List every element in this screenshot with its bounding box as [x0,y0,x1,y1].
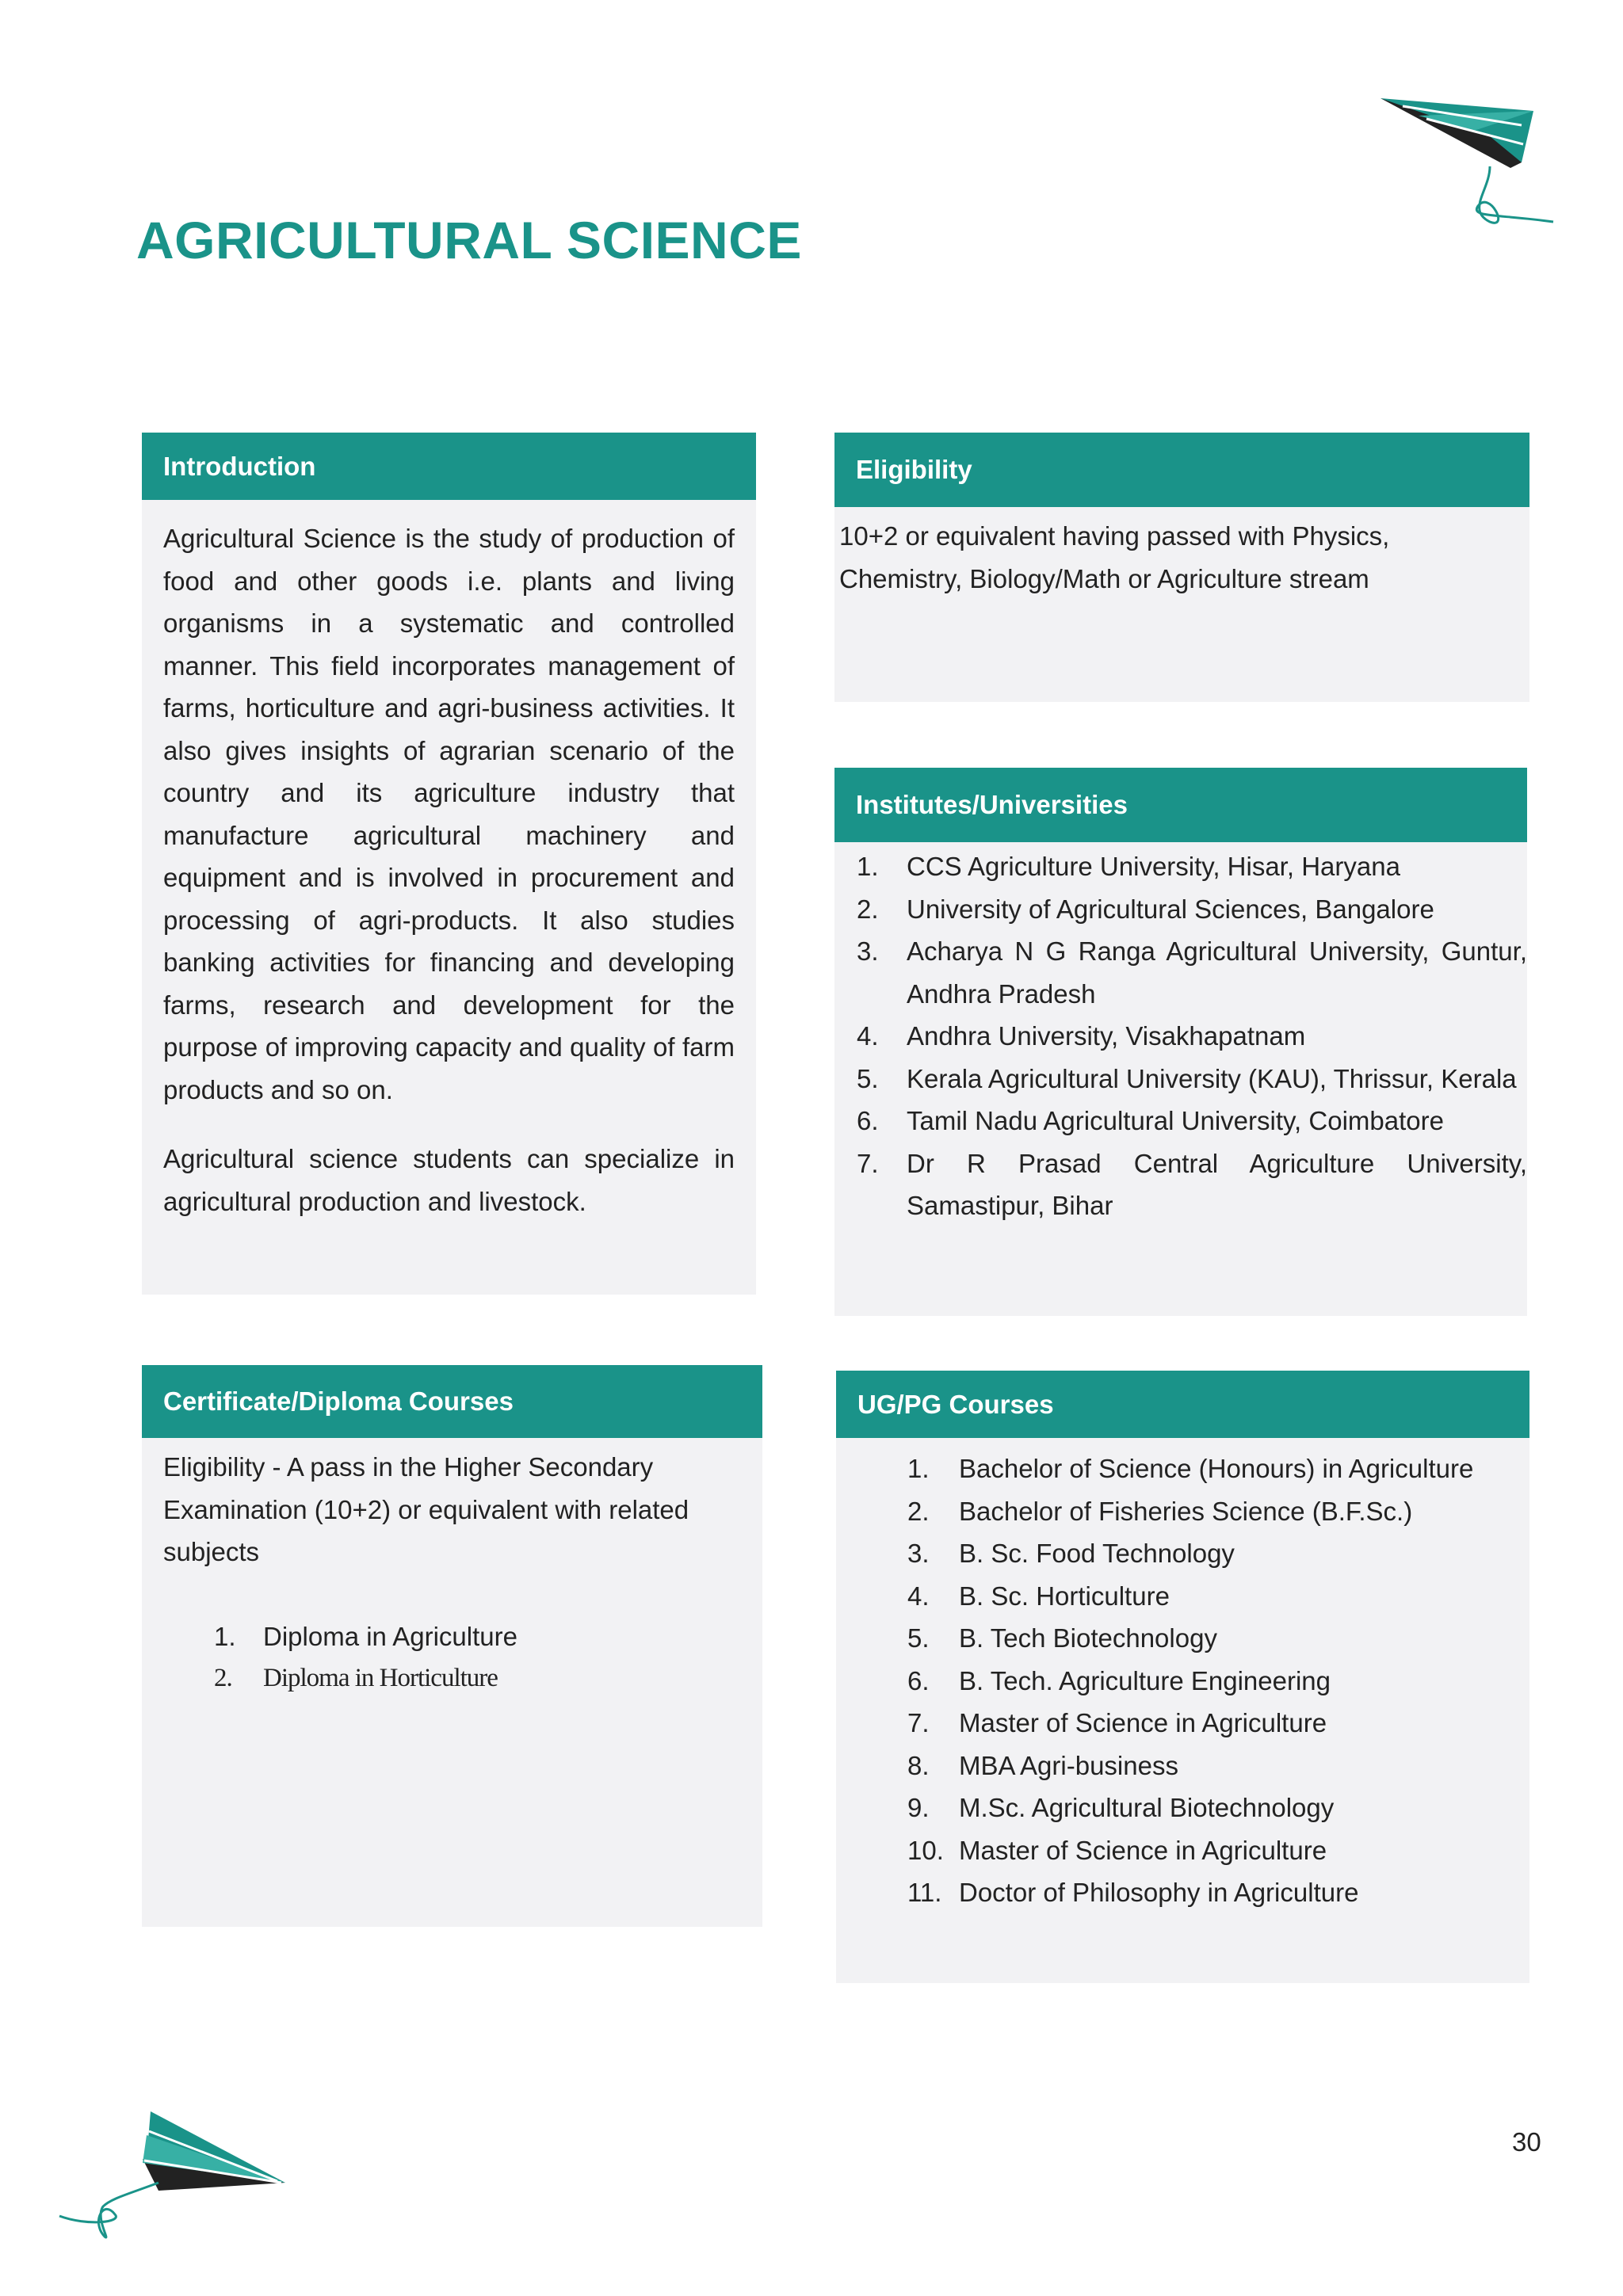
list-text: Master of Science in Agriculture [959,1835,1327,1865]
list-number: 2. [907,1496,930,1526]
list-item [214,1657,739,1700]
certificate-box [142,1365,762,1927]
list-item [907,1575,1529,1618]
list-number: 4. [907,1581,930,1611]
list-item [907,1702,1529,1745]
ugpg-body [836,1438,1529,1914]
certificate-eligibility-text: Eligibility - A pass in the Higher Secondary Examination (10+2) or equivalent with related subjects [163,1452,689,1566]
list-item [907,1532,1529,1575]
list-number: 5. [907,1623,930,1653]
institutes-header: Institutes/Universities [834,768,1527,842]
list-item [907,1660,1529,1703]
list-item [907,1787,1529,1829]
list-text: M.Sc. Agricultural Biotechnology [959,1793,1335,1822]
list-text: MBA Agri-business [959,1750,1178,1780]
certificate-body [142,1438,762,1700]
list-text: Doctor of Philosophy in Agriculture [959,1878,1359,1907]
eligibility-text: 10+2 or equivalent having passed with Physics, Chemistry, Biology/Math or Agriculture stream [839,521,1390,593]
list-number: 3. [907,1539,930,1568]
list-text: B. Tech Biotechnology [959,1623,1217,1653]
institutes-list [857,845,1527,1227]
list-text: B. Tech. Agriculture Engineering [959,1665,1331,1695]
paper-plane-icon [55,2103,293,2262]
introduction-box [142,433,756,1295]
eligibility-body [834,507,1529,600]
list-number: 1. [907,1454,930,1483]
list-text: Diploma in Agriculture [263,1621,517,1651]
list-number: 7. [857,1148,879,1178]
list-text: Andhra University, Visakhapatnam [907,1021,1306,1051]
list-text: CCS Agriculture University, Hisar, Haryana [907,852,1400,881]
list-number: 10. [907,1835,944,1865]
list-item [907,1745,1529,1787]
list-item [857,1100,1527,1142]
list-text: B. Sc. Food Technology [959,1539,1235,1568]
list-text: Bachelor of Science (Honours) in Agriculture [959,1454,1474,1483]
list-number: 11. [907,1878,942,1907]
list-text: Diploma in Horticulture [263,1664,498,1692]
list-item [907,1617,1529,1660]
certificate-header: Certificate/Diploma Courses [142,1365,762,1438]
list-number: 4. [857,1021,879,1051]
list-text: Tamil Nadu Agricultural University, Coimbatore [907,1106,1444,1135]
list-text: Kerala Agricultural University (KAU), Thrissur, Kerala [907,1063,1517,1093]
list-number: 8. [907,1750,930,1780]
list-number: 7. [907,1708,930,1737]
list-item [907,1490,1529,1533]
introduction-paragraph: Agricultural Science is the study of production of food and other goods i.e. plants and living organisms in a systematic and controlled manner. This field incorporates management of farms, horticulture and agri-business activities. It also gives insights of agrarian scenario of the country and its agriculture industry that manufacture agricultural machinery and equipment and is involved in procurement and processing of agri-products. It also studies banking activities for financing and developing farms, research and development for the purpose of improving capacity and quality of farm products and so on. [163,524,735,1104]
institutes-box [834,768,1527,1316]
list-item [857,1142,1527,1227]
list-number: 3. [857,936,879,966]
list-text: B. Sc. Horticulture [959,1581,1170,1611]
list-item [857,1058,1527,1100]
list-text: Bachelor of Fisheries Science (B.F.Sc.) [959,1496,1413,1526]
certificate-list [163,1615,739,1700]
eligibility-box [834,433,1529,702]
list-number: 1. [214,1621,236,1651]
list-text: Acharya N G Ranga Agricultural University, Guntur, Andhra Pradesh [907,936,1527,1009]
list-number: 9. [907,1793,930,1822]
list-item [857,888,1527,931]
ugpg-box [836,1371,1529,1983]
paper-plane-icon [1371,87,1561,238]
list-number: 6. [857,1106,879,1135]
list-text: Dr R Prasad Central Agriculture University, Samastipur, Bihar [907,1148,1527,1220]
list-number: 2. [214,1664,232,1692]
list-text: Master of Science in Agriculture [959,1708,1327,1737]
introduction-paragraph: Agricultural science students can specialize in agricultural production and livestock. [163,1144,735,1216]
introduction-header: Introduction [142,433,756,500]
institutes-body [834,842,1527,1227]
introduction-body [142,500,756,1222]
list-item [214,1615,739,1658]
page-number: 30 [1512,2127,1541,2157]
list-number: 6. [907,1665,930,1695]
list-item [857,845,1527,888]
list-text: University of Agricultural Sciences, Bangalore [907,894,1434,924]
list-number: 1. [857,852,879,881]
ugpg-header: UG/PG Courses [836,1371,1529,1438]
list-item [857,1015,1527,1058]
eligibility-header: Eligibility [834,433,1529,507]
list-item [907,1871,1529,1914]
list-item [857,930,1527,1015]
list-item [907,1829,1529,1872]
list-item [907,1447,1529,1490]
list-number: 5. [857,1063,879,1093]
ugpg-list [907,1447,1529,1914]
page-title: AGRICULTURAL SCIENCE [136,211,802,269]
list-number: 2. [857,894,879,924]
